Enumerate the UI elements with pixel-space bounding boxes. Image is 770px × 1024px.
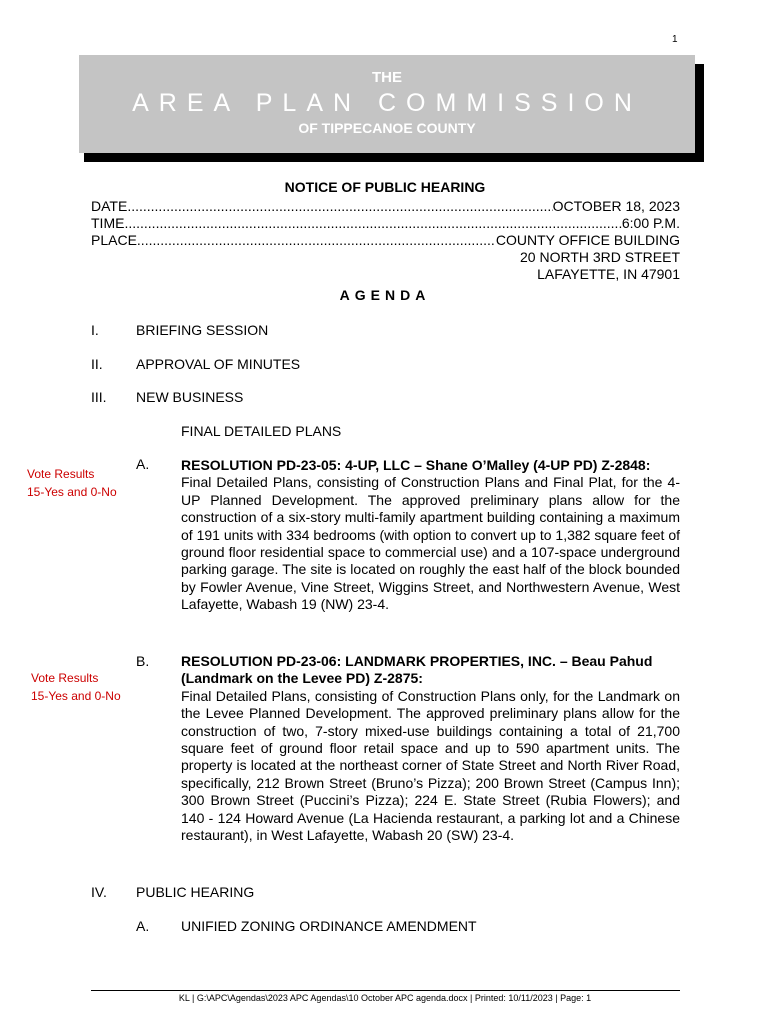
section-title-briefing: BRIEFING SESSION <box>136 322 269 338</box>
section-number: IV. <box>91 884 107 900</box>
date-value: OCTOBER 18, 2023 <box>552 198 680 214</box>
vote-label: Vote Results <box>27 467 95 481</box>
item-description: Final Detailed Plans, consisting of Construction Plans only, for the Landmark on the Levee Planned Development. The approved preliminary plans allow for the construction of two, 7-story mixed-use buildings containing a total of 21,700 square feet of ground floor retail space and up to 590 apartment units. The property is located at the northeast corner of State Street and North River Road, specifically, 212 Brown Street (Bruno’s Pizza); 200 Brown Street (Campus Inn); 300 Brown Street (Puccini’s Pizza); 224 E. State Street (Rubia Flowers); and 140 - 124 Howard Avenue (La Hacienda restaurant, a parking lot and a Chinese restaurant), in West Lafayette, Wabash 20 (SW) 23-4. <box>181 687 680 844</box>
vote-label: Vote Results <box>31 671 99 685</box>
time-value: 6:00 P.M. <box>621 215 680 231</box>
notice-title: NOTICE OF PUBLIC HEARING <box>284 179 486 195</box>
section-title-minutes: APPROVAL OF MINUTES <box>136 356 301 372</box>
date-row <box>91 198 680 215</box>
item-title-zoning-amendment: UNIFIED ZONING ORDINANCE AMENDMENT <box>181 918 477 934</box>
place-value: COUNTY OFFICE BUILDING <box>495 232 680 248</box>
place-row <box>91 232 680 249</box>
agenda-title: AGENDA <box>339 287 431 303</box>
agenda-item-b <box>181 653 680 844</box>
footer-divider <box>91 990 680 991</box>
banner-line-the: THE <box>372 69 402 86</box>
vote-results-a <box>27 465 117 501</box>
section-number: III. <box>91 389 107 405</box>
place-label: PLACE <box>91 232 137 248</box>
time-label: TIME <box>91 215 125 231</box>
agenda-item-a <box>181 457 680 614</box>
vote-results-b <box>31 669 121 705</box>
section-title-new-business: NEW BUSINESS <box>136 389 244 405</box>
item-letter: B. <box>136 653 150 669</box>
footer-text: KL | G:\APC\Agendas\2023 APC Agendas\10 October APC agenda.docx | Printed: 10/11/2023 | Page: 1 <box>178 993 592 1003</box>
item-letter: A. <box>136 456 150 472</box>
banner-line-commission: AREA PLAN COMMISSION <box>132 89 642 117</box>
item-title: RESOLUTION PD-23-05: 4-UP, LLC – Shane O’Malley (4-UP PD) Z-2848: <box>181 457 651 473</box>
vote-value: 15-Yes and 0-No <box>31 689 121 703</box>
section-number: II. <box>91 356 103 372</box>
section-number: I. <box>91 322 99 338</box>
subheading-final-detailed-plans: FINAL DETAILED PLANS <box>181 423 342 439</box>
banner-line-county: OF TIPPECANOE COUNTY <box>298 120 476 136</box>
page-number: 1 <box>672 34 678 45</box>
address-line-2: LAFAYETTE, IN 47901 <box>537 266 680 282</box>
section-title-public-hearing: PUBLIC HEARING <box>136 884 255 900</box>
time-row <box>91 215 680 232</box>
item-description: Final Detailed Plans, consisting of Construction Plans and Final Plat, for the 4-UP Planned Development. The approved preliminary plans allow for the construction of a six-story multi-family apartment building containing a maximum of 191 units with 334 bedrooms (with option to convert up to 1,382 square feet of ground floor residential space to commercial use) and a 107-space underground parking garage. The site is located on roughly the east half of the block bounded by Fowler Avenue, Vine Street, Wiggins Street, and Northwestern Avenue, West Lafayette, Wabash 19 (NW) 23-4. <box>181 474 680 613</box>
item-letter: A. <box>136 918 150 934</box>
header-banner <box>79 55 695 153</box>
vote-value: 15-Yes and 0-No <box>27 485 117 499</box>
date-label: DATE <box>91 198 128 214</box>
meeting-info <box>91 198 680 283</box>
address-line-1: 20 NORTH 3RD STREET <box>520 249 680 265</box>
item-title: RESOLUTION PD-23-06: LANDMARK PROPERTIES, INC. – Beau Pahud (Landmark on the Levee PD) Z-2875: <box>181 653 653 687</box>
